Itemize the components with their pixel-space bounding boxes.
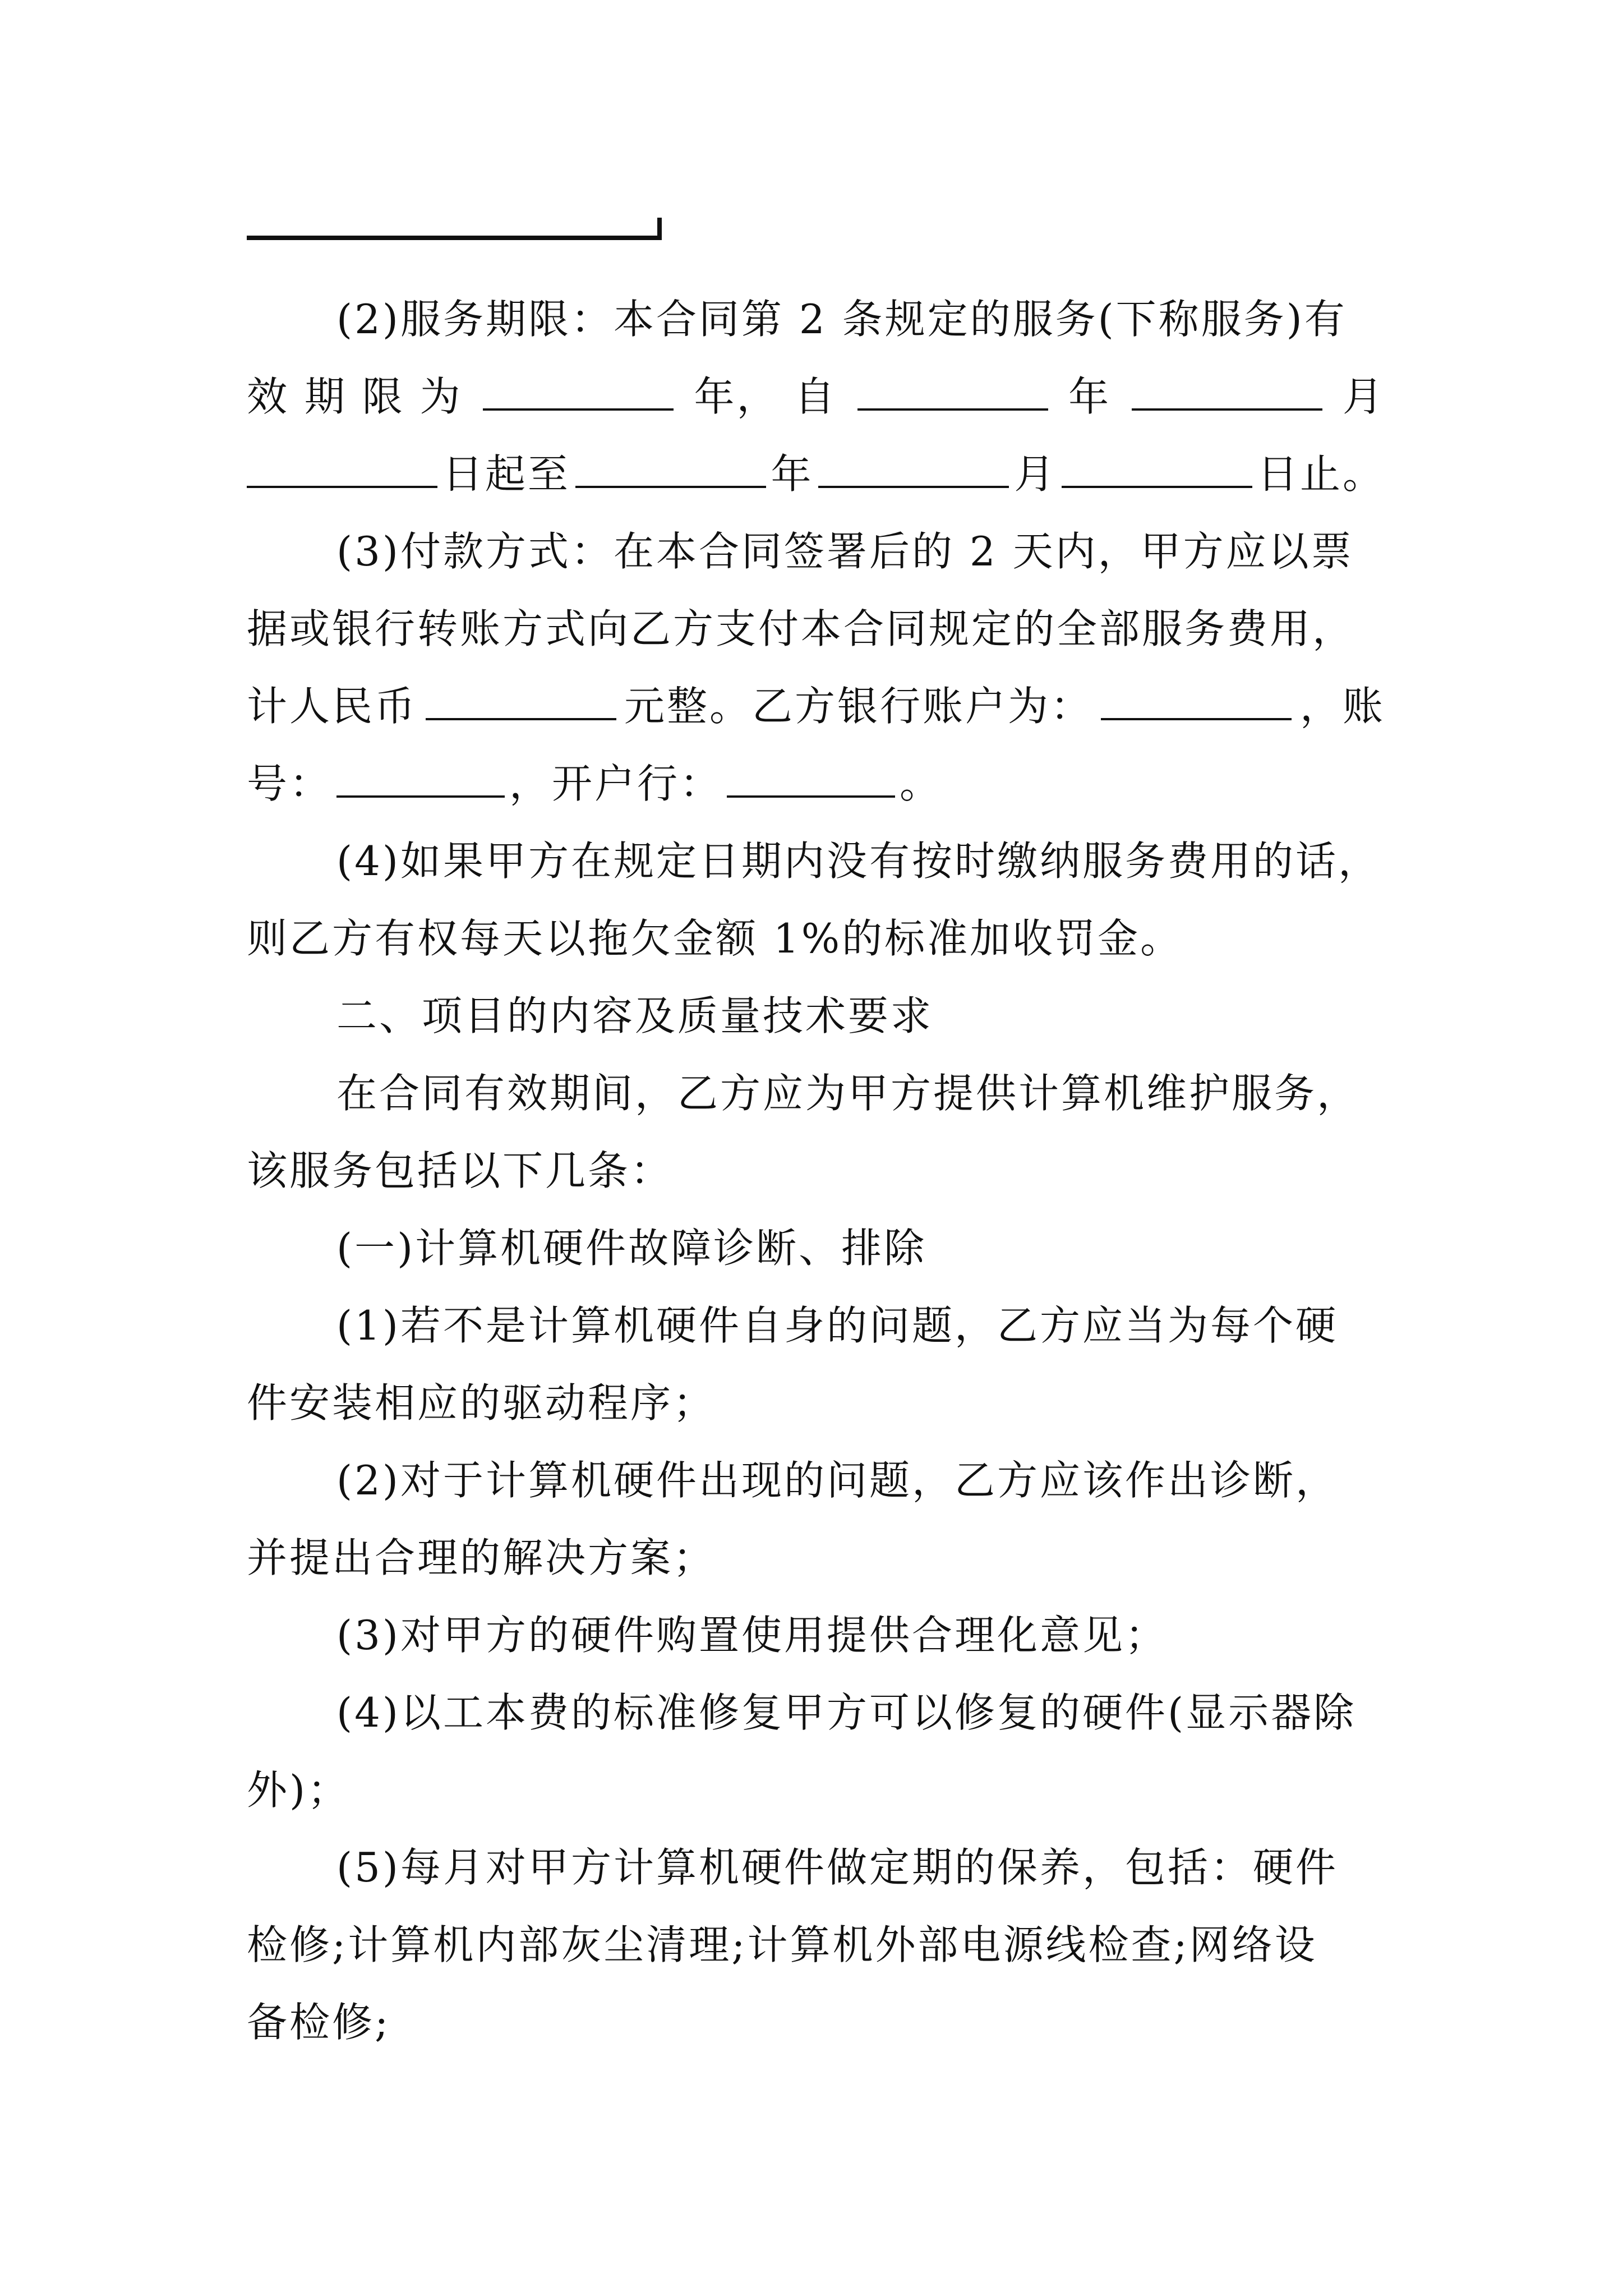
list-item-line-1: (3)对甲方的硬件购置使用提供合理化意见； xyxy=(336,1612,1168,1659)
subsection-title: (一)计算机硬件故障诊断、排除 xyxy=(336,1225,927,1272)
clause-payment-line-2: 据或银行转账方式向乙方支付本合同规定的全部服务费用， xyxy=(247,605,1355,652)
blank-field xyxy=(483,376,674,411)
list-item-line-1: (5)每月对甲方计算机硬件做定期的保养，包括：硬件 xyxy=(336,1844,1338,1891)
clause-payment-line-4 xyxy=(247,745,1385,822)
list-item xyxy=(247,1596,1385,1674)
text-segment: ，开户行： xyxy=(509,760,723,807)
text-segment: 元整。乙方银行账户为： xyxy=(624,683,1093,730)
list-item-line-1: (4)以工本费的标准修复甲方可以修复的硬件(显示器除 xyxy=(336,1689,1357,1736)
section-title: 二、项目的内容及质量技术要求 xyxy=(336,992,934,1039)
clause-payment-line-3 xyxy=(247,668,1385,745)
clause-late-fee-line-1: (4)如果甲方在规定日期内没有按时缴纳服务费用的话， xyxy=(336,838,1381,885)
text-segment: 年 xyxy=(1068,373,1112,420)
list-item-line-1: (2)对于计算机硬件出现的问题，乙方应该作出诊断， xyxy=(336,1457,1338,1504)
signature-rule xyxy=(247,236,662,240)
text-segment: 号： xyxy=(247,760,333,807)
text-segment: 计人民币 xyxy=(247,683,418,730)
text-segment: 年， 自 xyxy=(694,373,837,420)
blank-field xyxy=(857,376,1048,411)
list-item xyxy=(247,1829,1385,2061)
blank-field xyxy=(1101,685,1292,720)
list-item-line-2: 并提出合理的解决方案； xyxy=(247,1534,716,1581)
blank-field xyxy=(727,763,895,798)
text-segment: 效 期 限 为 xyxy=(247,373,463,420)
section-intro xyxy=(247,1055,1385,1209)
clause-late-fee-line-2: 则乙方有权每天以拖欠金额 1%的标准加收罚金。 xyxy=(247,915,1183,962)
blank-field xyxy=(336,763,505,798)
blank-field xyxy=(426,685,616,720)
blank-field xyxy=(818,453,1009,488)
list-item xyxy=(247,1442,1385,1596)
clause-service-term xyxy=(247,280,1385,513)
blank-field xyxy=(575,453,766,488)
clause-late-fee xyxy=(247,822,1385,977)
text-segment: 年 xyxy=(771,450,814,498)
clause-service-term-line-1: (2)服务期限：本合同第 2 条规定的服务(下称服务)有 xyxy=(336,296,1347,343)
list-item-line-2: 检修;计算机内部灰尘清理;计算机外部电源线检查;网络设 xyxy=(247,1921,1317,1968)
text-segment: 月 xyxy=(1342,373,1385,420)
text-segment: 月 xyxy=(1014,450,1057,498)
contract-body xyxy=(247,280,1385,2061)
clause-service-term-line-2 xyxy=(247,358,1385,435)
list-item-line-2: 外)； xyxy=(247,1766,351,1814)
section-intro-line-1: 在合同有效期间，乙方应为甲方提供计算机维护服务， xyxy=(336,1070,1360,1117)
text-segment: 。 xyxy=(900,760,943,807)
blank-field xyxy=(1132,376,1322,411)
text-segment: 日起至 xyxy=(442,450,570,498)
clause-service-term-line-3 xyxy=(247,435,1385,513)
list-item xyxy=(247,1674,1385,1829)
blank-field xyxy=(247,453,437,488)
clause-payment-line-1: (3)付款方式：在本合同签署后的 2 天内，甲方应以票 xyxy=(336,528,1354,575)
list-item-line-1: (1)若不是计算机硬件自身的问题，乙方应当为每个硬 xyxy=(336,1302,1338,1349)
section-intro-line-2: 该服务包括以下几条： xyxy=(247,1147,674,1194)
clause-payment xyxy=(247,513,1385,822)
list-item xyxy=(247,1287,1385,1442)
text-segment: ，账 xyxy=(1299,683,1385,730)
blank-field xyxy=(1062,453,1252,488)
list-item-line-3: 备检修; xyxy=(247,1999,391,2046)
signature-rule-tick xyxy=(657,218,662,240)
list-item-line-2: 件安装相应的驱动程序； xyxy=(247,1379,716,1427)
text-segment: 日止。 xyxy=(1257,450,1385,498)
